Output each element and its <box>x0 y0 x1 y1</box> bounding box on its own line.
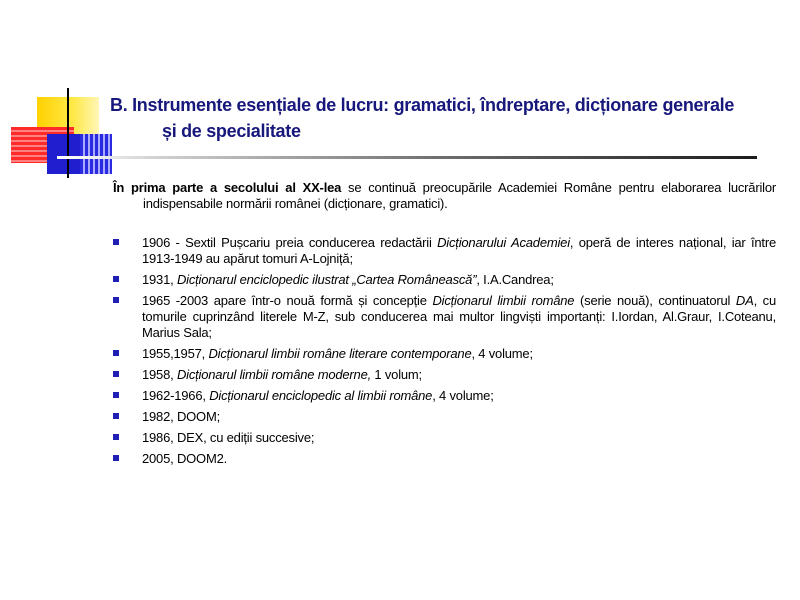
item-text: , 4 volume; <box>471 346 533 361</box>
item-title: Dicționarului Academiei <box>437 235 570 250</box>
item-title: Dicționarul enciclopedic ilustrat „Cartea Românească” <box>176 272 477 287</box>
list-item <box>113 272 776 288</box>
item-text: , 4 volume; <box>432 388 494 403</box>
list-item <box>113 451 776 467</box>
item-text: 1955,1957, <box>142 346 209 361</box>
item-text: 1982, DOOM; <box>142 409 220 424</box>
item-title: DA <box>735 293 754 308</box>
item-text: 2005, DOOM2. <box>142 451 228 466</box>
square-bullet-icon <box>113 413 119 419</box>
list-item <box>113 293 776 341</box>
square-bullet-icon <box>113 239 119 245</box>
item-title: Dicționarul limbii române literare contemporane <box>208 346 472 361</box>
logo-vertical-line <box>67 88 69 178</box>
item-text: 1986, DEX, cu ediții succesive; <box>142 430 315 445</box>
square-bullet-icon <box>113 434 119 440</box>
item-text: , I.A.Candrea; <box>476 272 554 287</box>
item-title: Dicționarul limbii române moderne, <box>176 367 372 382</box>
square-bullet-icon <box>113 276 119 282</box>
intro-text: se continuă preocupările Academiei Române pentru elaborarea lucrărilor indispensabile normării românei (dicționare, gramatici). <box>143 180 776 211</box>
item-text: 1958, <box>142 367 177 382</box>
bullet-list <box>113 235 776 467</box>
list-item <box>113 367 776 383</box>
square-bullet-icon <box>113 392 119 398</box>
slide-title-line2: și de specialitate <box>162 121 301 141</box>
square-bullet-icon <box>113 371 119 377</box>
title-underline-divider <box>57 156 757 159</box>
slide-title-line1: B. Instrumente esențiale de lucru: gramatici, îndreptare, dicționare generale <box>110 95 735 115</box>
intro-paragraph <box>113 180 776 212</box>
logo-striped-blue-square <box>80 134 112 174</box>
item-title: Dicționarul limbii române <box>432 293 575 308</box>
item-title: Dicționarul enciclopedic al limbii române <box>209 388 433 403</box>
list-item <box>113 430 776 446</box>
list-item <box>113 235 776 267</box>
intro-bold: În prima parte a secolului al XX-lea <box>113 180 342 195</box>
square-bullet-icon <box>113 455 119 461</box>
item-text: 1906 - Sextil Pușcariu preia conducerea redactării <box>142 235 438 250</box>
list-item <box>113 388 776 404</box>
square-bullet-icon <box>113 297 119 303</box>
list-item <box>113 409 776 425</box>
item-text: 1 volum; <box>371 367 422 382</box>
slide-body <box>113 180 776 472</box>
item-text: , operă de interes național, iar între 1913-1949 au apărut tomuri A-Lojniță; <box>142 235 776 266</box>
logo-blue-square <box>47 134 80 174</box>
item-text: , cu tomurile cuprinzând literele M-Z, sub conducerea mai multor lingviști importanți: I.Iordan, Al.Graur, I.Coteanu, Marius Sala; <box>142 293 777 340</box>
item-text: 1965 -2003 apare într-o nouă formă și concepție <box>142 293 433 308</box>
item-text: (serie nouă), continuatorul <box>574 293 736 308</box>
item-text: 1931, <box>142 272 177 287</box>
slide-title <box>110 92 790 144</box>
square-bullet-icon <box>113 350 119 356</box>
item-text: 1962-1966, <box>142 388 210 403</box>
list-item <box>113 346 776 362</box>
